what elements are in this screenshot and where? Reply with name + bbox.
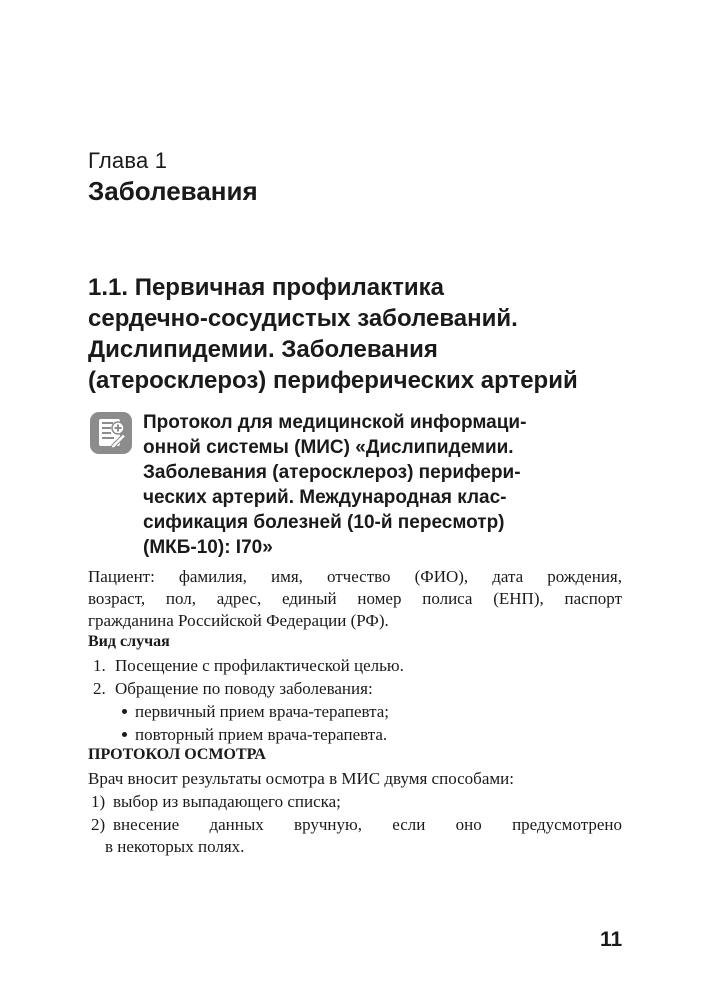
list-number: 1. [93, 656, 106, 675]
patient-paragraph-line: Пациент: фамилия, имя, отчество (ФИО), дата рождения, [88, 567, 622, 586]
patient-paragraph-line: гражданина Российской Федерации (РФ). [88, 611, 389, 630]
protocol-title-line: Заболевания (атеросклероз) перифери- [143, 462, 521, 483]
list-item-text: Обращение по поводу заболевания: [115, 679, 373, 698]
section-heading-line: (атеросклероз) периферических артерий [88, 367, 578, 394]
medical-document-icon [90, 412, 132, 454]
chapter-label: Глава 1 [88, 148, 168, 173]
protocol-title-line: Протокол для медицинской информаци- [143, 412, 527, 433]
bullet-icon [122, 732, 127, 737]
chapter-title: Заболевания [88, 176, 258, 206]
protocol-title [143, 410, 623, 560]
protocol-title-line: онной системы (МИС) «Дислипидемии. [143, 437, 514, 458]
list-item-text: в некоторых полях. [105, 837, 245, 856]
exam-protocol-item [91, 791, 341, 813]
bullet-icon [122, 709, 127, 714]
case-type-heading: Вид случая [88, 633, 170, 650]
case-type-item [93, 655, 404, 677]
case-type-subitem [122, 701, 389, 723]
section-heading-line: 1.1. Первичная профилактика [88, 274, 444, 301]
protocol-title-line: сификация болезней (10-й пересмотр) [143, 512, 505, 533]
subitem-text: первичный прием врача-терапевта; [135, 702, 390, 721]
patient-paragraph-line: возраст, пол, адрес, единый номер полиса (ЕНП), паспорт [88, 589, 622, 608]
section-heading [88, 272, 628, 396]
protocol-title-line: ческих артерий. Международная клас- [143, 487, 507, 508]
exam-protocol-heading: ПРОТОКОЛ ОСМОТРА [88, 746, 266, 763]
protocol-title-line: (МКБ-10): I70» [143, 537, 273, 558]
list-number: 2. [93, 679, 106, 698]
list-item-text: выбор из выпадающего списка; [113, 792, 341, 811]
subitem-text: повторный прием врача-терапевта. [135, 725, 388, 744]
patient-paragraph [88, 566, 622, 632]
section-heading-line: Дислипидемии. Заболевания [88, 336, 438, 363]
case-type-item [93, 678, 373, 700]
page-number: 11 [600, 928, 623, 951]
section-heading-line: сердечно-сосудистых заболеваний. [88, 305, 518, 332]
exam-protocol-item [91, 814, 622, 856]
list-item-text: Посещение с профилактической целью. [115, 656, 404, 675]
list-item-text: внесение данных вручную, если оно предусмотрено [113, 815, 622, 834]
exam-protocol-intro: Врач вносит результаты осмотра в МИС двумя способами: [88, 769, 514, 788]
list-number: 2) [91, 815, 106, 834]
list-number: 1) [91, 792, 106, 811]
case-type-subitem [122, 724, 387, 746]
